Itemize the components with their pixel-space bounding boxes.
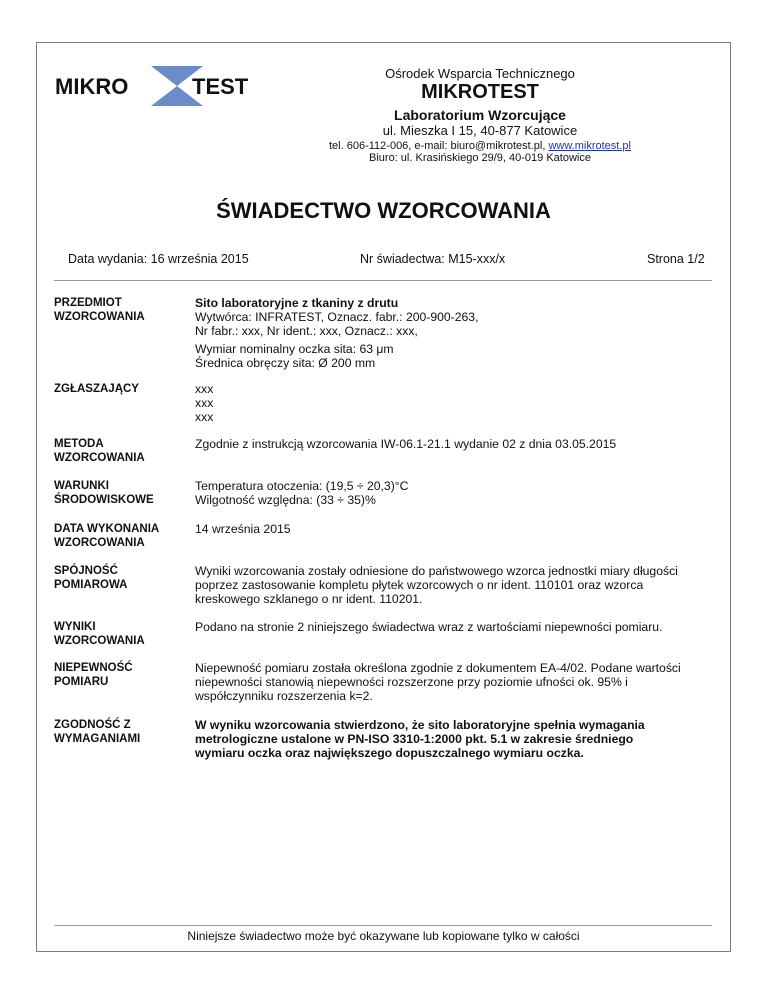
- footer-divider: [54, 925, 712, 926]
- section-value: Podano na stronie 2 niniejszego świadectwa wraz z wartościami niepewności pomiaru.: [195, 620, 663, 634]
- section-value: Temperatura otoczenia: (19,5 ÷ 20,3)°C Wilgotność względna: (33 ÷ 35)%: [195, 479, 409, 507]
- section-label: ZGODNOŚĆ Z WYMAGANIAMI: [54, 719, 141, 745]
- section-label: SPÓJNOŚĆ POMIAROWA: [54, 565, 128, 591]
- section-label: WARUNKI ŚRODOWISKOWE: [54, 480, 154, 506]
- section-value: Zgodnie z instrukcją wzorcowania IW-06.1-21.1 wydanie 02 z dnia 03.05.2015: [195, 437, 617, 451]
- lab-name: Laboratorium Wzorcujące: [394, 107, 566, 123]
- section-label: METODA WZORCOWANIA: [54, 438, 145, 464]
- section-value: Sito laboratoryjne z tkaniny z drutu Wytwórca: INFRATEST, Oznacz. fabr.: 200-900-263, Nr fabr.: xxx, Nr ident.: xxx, Oznacz.: xxx, Wymiar nominalny oczka sita: 63 μm Średnica obręczy sita: Ø 200 mm: [195, 296, 479, 370]
- logo-text-left: MIKRO: [55, 74, 129, 99]
- issue-date: Data wydania: 16 września 2015: [68, 252, 249, 266]
- office-address: Biuro: ul. Krasińskiego 29/9, 40-019 Katowice: [369, 152, 591, 164]
- document-title: ŚWIADECTWO WZORCOWANIA: [216, 198, 551, 223]
- address: ul. Mieszka I 15, 40-877 Katowice: [382, 123, 578, 138]
- website-link[interactable]: www.mikrotest.pl: [548, 140, 631, 152]
- certificate-number: Nr świadectwa: M15-xxx/x: [360, 252, 506, 266]
- section-label: NIEPEWNOŚĆ POMIARU: [54, 662, 133, 688]
- section-label: PRZEDMIOT WZORCOWANIA: [54, 297, 145, 323]
- footer-note: Niniejsze świadectwo może być okazywane lub kopiowane tylko w całości: [187, 929, 580, 943]
- logo-text-right: TEST: [192, 74, 249, 99]
- page-number: Strona 1/2: [647, 252, 705, 266]
- mikrotest-logo: [55, 64, 255, 108]
- section-value: xxx xxx xxx: [195, 382, 214, 424]
- section-label: DATA WYKONANIA WZORCOWANIA: [54, 523, 160, 549]
- contact-line: [280, 140, 680, 152]
- section-value: Wyniki wzorcowania zostały odniesione do państwowego wzorca jednostki miary długości poprzez zastosowanie kompletu płytek wzorcowych o nr ident. 110101 oraz wzorca kreskowego szklanego o nr ident. 110201.: [195, 564, 678, 606]
- section-label: WYNIKI WZORCOWANIA: [54, 621, 145, 647]
- section-value: 14 września 2015: [195, 522, 291, 536]
- section-value: Niepewność pomiaru została określona zgodnie z dokumentem EA-4/02. Podane wartości niepewności stanowią niepewności rozszerzone przy poziomie ufności ok. 95% i współczynniku rozszerzenia k=2.: [195, 661, 681, 703]
- section-value: W wyniku wzorcowania stwierdzono, że sito laboratoryjne spełnia wymagania metrologiczne ustalone w PN-ISO 3310-1:2000 pkt. 5.1 w zakresie średniego wymiaru oczka oraz największego dopuszczalnego wymiaru oczka.: [195, 718, 645, 760]
- center-name: Ośrodek Wsparcia Technicznego: [385, 66, 575, 81]
- section-label: ZGŁASZAJĄCY: [54, 383, 139, 395]
- company-name: MIKROTEST: [421, 81, 539, 103]
- header-divider: [54, 280, 712, 281]
- contact-text: tel. 606-112-006, e-mail: biuro@mikrotest.pl,: [329, 140, 549, 152]
